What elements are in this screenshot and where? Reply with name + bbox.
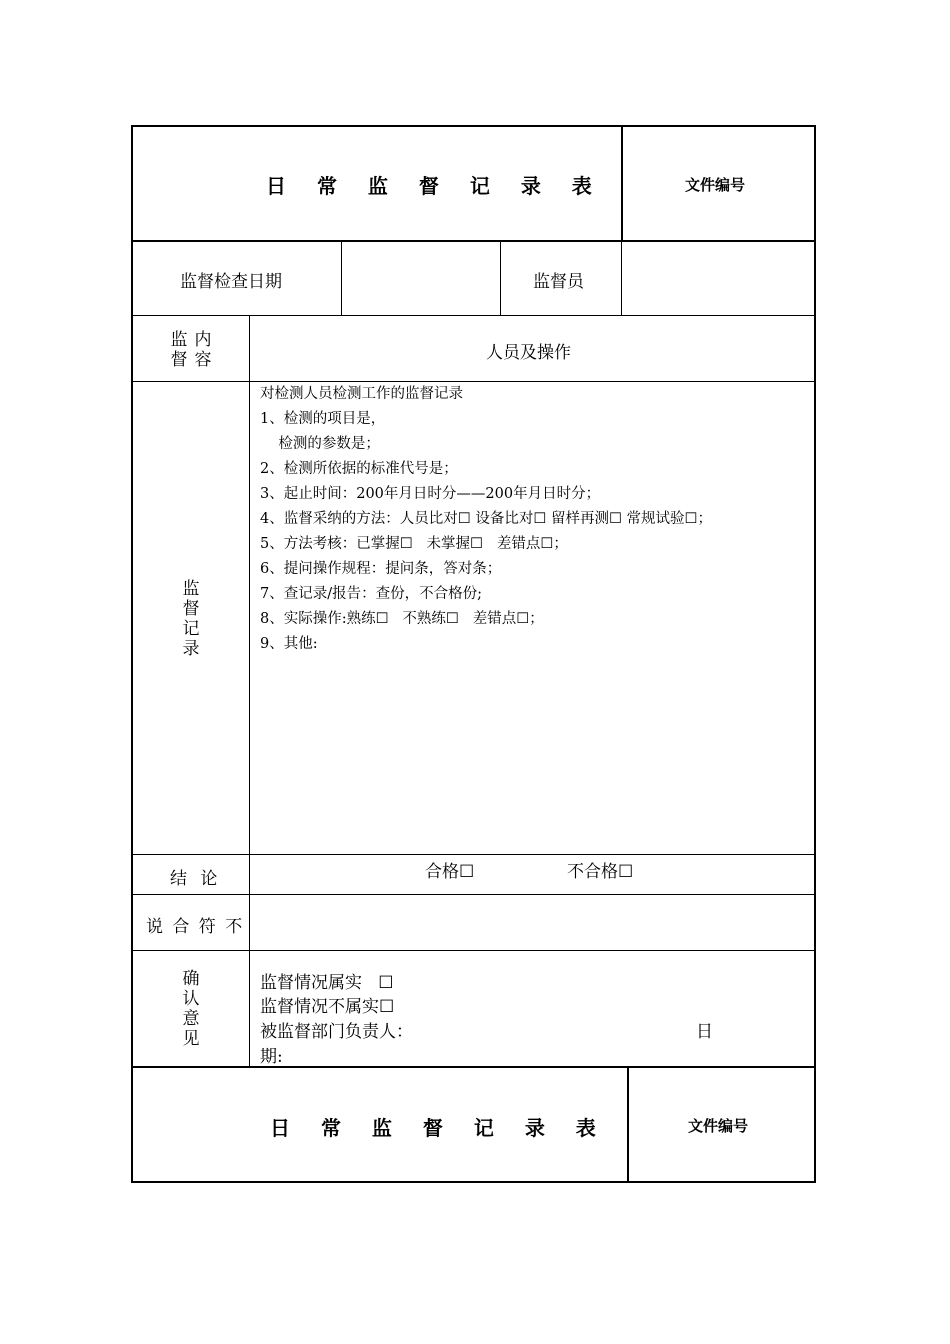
date-label-part2: 期: — [260, 1047, 283, 1067]
row-separator — [132, 854, 814, 855]
footer-title: 日 常 监 督 记 录 表 — [270, 1116, 608, 1140]
form-title: 日 常 监 督 记 录 表 — [266, 174, 604, 198]
col-separator — [341, 241, 342, 315]
record-label: 监督记录 — [182, 579, 200, 659]
content-value: 人员及操作 — [486, 343, 571, 363]
record-line: 5、方法考核：已掌握☐ 未掌握☐ 差错点☐； — [260, 536, 568, 552]
supervisor-label: 监督员 — [533, 272, 584, 292]
record-line: 对检测人员检测工作的监督记录 — [260, 386, 463, 402]
record-line: 3、起止时间：200年月日时分——200年月日时分； — [260, 486, 601, 502]
content-label-left: 监督 — [170, 330, 188, 370]
inspection-date-label: 监督检查日期 — [180, 272, 282, 292]
col-separator — [621, 241, 622, 315]
record-line: 1、检测的项目是， — [260, 411, 386, 427]
date-label-part1: 日 — [696, 1022, 713, 1042]
conclusion-pass-checkbox[interactable]: 合格☐ — [425, 862, 475, 882]
record-line: 8、实际操作:熟练☐ 不熟练☐ 差错点☐； — [260, 611, 544, 627]
row-separator — [132, 894, 814, 895]
record-line: 4、监督采纳的方法：人员比对☐ 设备比对☐ 留样再测☐ 常规试验☐； — [260, 511, 713, 527]
record-line: 7、查记录/报告：查份，不合格份; — [260, 586, 482, 602]
row-separator — [132, 315, 814, 316]
label-column-separator — [249, 316, 250, 1066]
confirm-true-checkbox[interactable]: 监督情况属实 ☐ — [260, 973, 394, 993]
department-head-label: 被监督部门负责人： — [260, 1022, 413, 1042]
row-separator — [132, 381, 814, 382]
confirm-false-checkbox[interactable]: 监督情况不属实☐ — [260, 997, 395, 1017]
nonconformity-value[interactable] — [260, 912, 805, 934]
conclusion-fail-checkbox[interactable]: 不合格☐ — [567, 862, 634, 882]
supervisor-value[interactable] — [630, 267, 805, 289]
footer-divider — [627, 1067, 629, 1182]
confirmation-label: 确认意见 — [182, 969, 200, 1049]
content-label-right: 内容 — [194, 330, 212, 370]
nonconformity-label: 说 合 符 不 — [146, 917, 245, 937]
header-divider — [621, 125, 623, 241]
record-line: 9、其他: — [260, 636, 318, 652]
inspection-date-value[interactable] — [350, 267, 490, 289]
record-line: 2、检测所依据的标准代号是； — [260, 461, 458, 477]
record-line: 检测的参数是； — [260, 436, 380, 452]
col-separator — [500, 241, 501, 315]
doc-number-label: 文件编号 — [685, 176, 746, 194]
form-body — [131, 240, 816, 1068]
conclusion-label: 结 论 — [170, 869, 222, 889]
record-line: 6、提问操作规程：提问条，答对条； — [260, 561, 502, 577]
footer-doc-number-label: 文件编号 — [688, 1117, 749, 1135]
row-separator — [132, 950, 814, 951]
